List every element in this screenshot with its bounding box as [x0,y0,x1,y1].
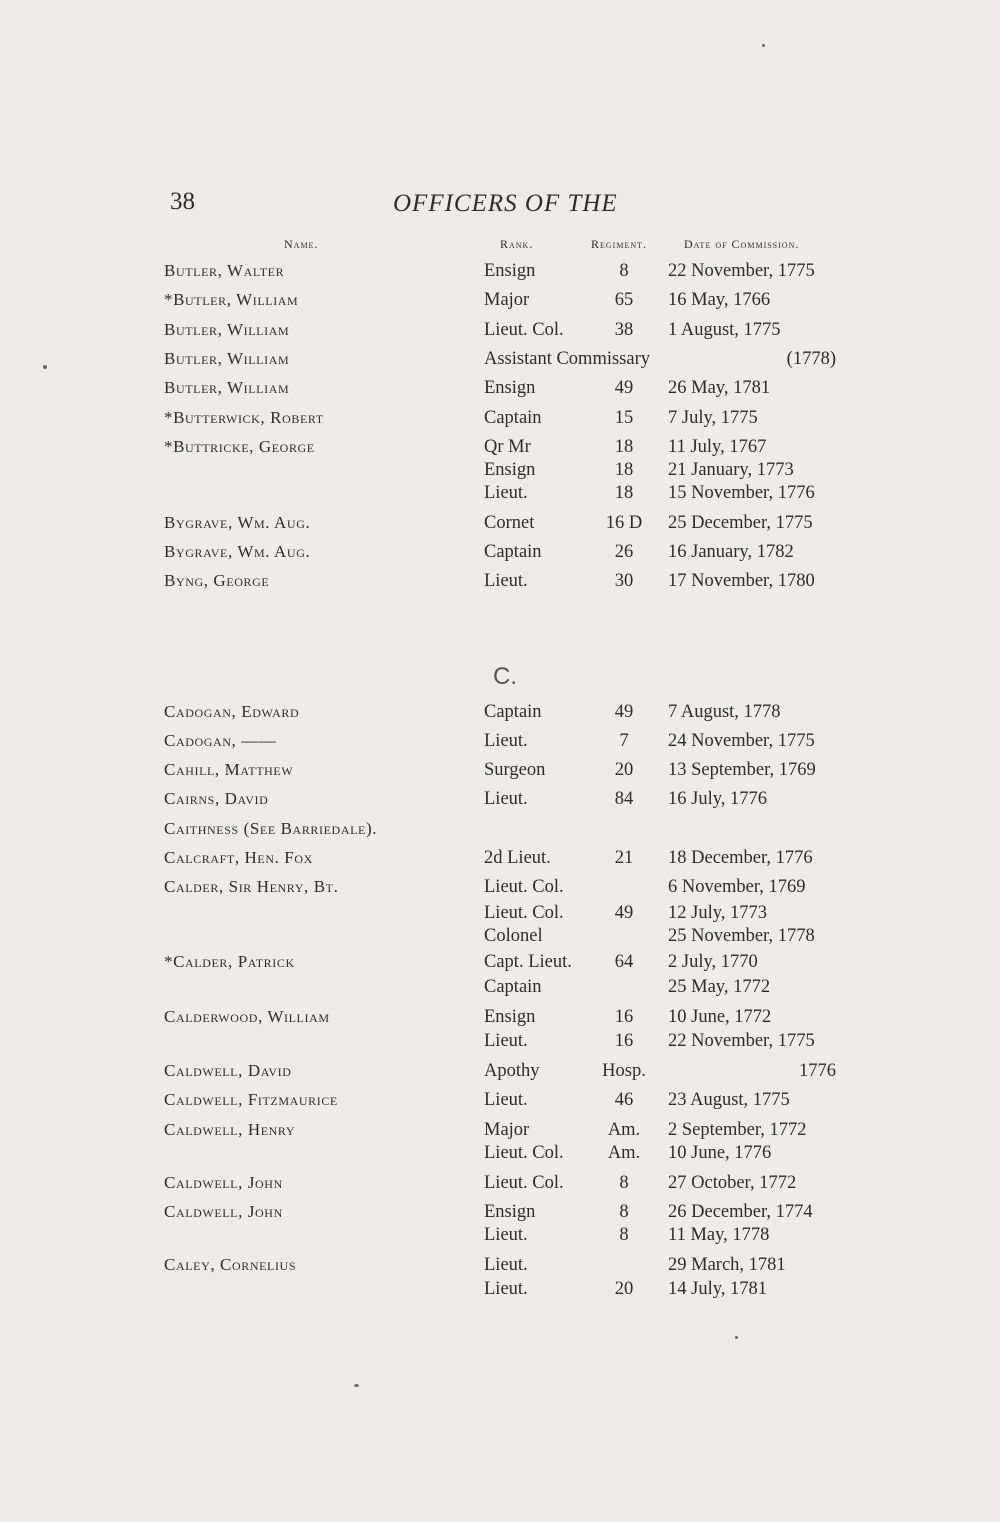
officer-row [0,539,1000,565]
officer-rank: Lieut. [484,1031,528,1051]
commission-date: 14 July, 1781 [668,1279,768,1299]
officer-rank: Lieut. [484,731,528,751]
commission-date: 18 December, 1776 [668,848,813,868]
officer-regiment: 8 [619,1225,629,1245]
officer-rank: Ensign [484,378,536,398]
officer-regiment: 15 [614,408,634,428]
officer-rank: Surgeon [484,760,546,780]
officer-regiment: Am. [607,1143,641,1163]
officer-row [0,1170,1000,1196]
officer-name: *Butler, William [164,290,299,309]
officer-name: Caldwell, Henry [164,1120,296,1139]
officer-row [0,568,1000,594]
commission-date: 6 November, 1769 [668,877,806,897]
officer-regiment: Hosp. [602,1061,646,1081]
commission-date: 2 July, 1770 [668,952,758,972]
officer-rank: Ensign [484,261,536,281]
commission-date: 12 July, 1773 [668,903,768,923]
officer-rank: Captain [484,542,542,562]
officer-regiment: 16 [614,1007,634,1027]
officer-rank: Lieut. Col. [484,1143,564,1163]
officer-rank: Colonel [484,926,543,946]
commission-date: 25 May, 1772 [668,977,771,997]
commission-date: 25 December, 1775 [668,513,813,533]
column-header-date: Date of Commission. [684,237,800,251]
paper-speck [735,1336,738,1339]
commission-date: 22 November, 1775 [668,261,815,281]
officer-regiment: 16 D [605,513,643,533]
officer-row [0,510,1000,536]
officer-row [0,1222,1000,1248]
officer-regiment: 26 [614,542,634,562]
officer-rank: Ensign [484,1007,536,1027]
officer-regiment: 64 [614,952,634,972]
officer-row [0,757,1000,783]
officer-row [0,1252,1000,1278]
officer-rank: Lieut. Col. [484,1173,564,1193]
officer-name: Butler, Walter [164,261,285,280]
officer-regiment: 18 [614,437,634,457]
officer-name: Cadogan, —— [164,731,277,750]
officer-rank: Lieut. Col. [484,320,564,340]
officer-regiment: 8 [619,261,629,281]
commission-date: 16 July, 1776 [668,789,768,809]
commission-date: 22 November, 1775 [668,1031,815,1051]
officer-rank: Cornet [484,513,535,533]
officer-regiment: 49 [614,702,634,722]
officer-rank: Lieut. [484,1225,528,1245]
commission-date: 26 May, 1781 [668,378,771,398]
officer-regiment: 84 [614,789,634,809]
officer-name: Bygrave, Wm. Aug. [164,542,311,561]
officer-name: *Buttricke, George [164,437,315,456]
officer-name: Cadogan, Edward [164,702,300,721]
officer-regiment: 49 [614,903,634,923]
officer-regiment: 18 [614,483,634,503]
officer-name: Caithness (See Barriedale). [164,819,378,838]
officer-rank: Ensign [484,460,536,480]
commission-date: 21 January, 1773 [668,460,794,480]
officer-regiment: 8 [619,1173,629,1193]
column-header-name: Name. [284,237,319,251]
officer-row [0,974,1000,1000]
officer-row [0,874,1000,900]
officer-name: *Butterwick, Robert [164,408,324,427]
officer-name: Calderwood, William [164,1007,330,1026]
officer-regiment: 30 [614,571,634,591]
officer-row [0,1276,1000,1302]
officer-name: Cahill, Matthew [164,760,294,779]
officer-row [0,405,1000,431]
officer-row [0,480,1000,506]
officer-row [0,1087,1000,1113]
running-head: OFFICERS OF THE [393,190,618,217]
officer-name: Cairns, David [164,789,269,808]
commission-date: 16 May, 1766 [668,290,771,310]
officer-row [0,786,1000,812]
officer-regiment: Am. [607,1120,641,1140]
officer-regiment: 18 [614,460,634,480]
officer-rank: Apothy [484,1061,540,1081]
officer-row [0,728,1000,754]
commission-date: 16 January, 1782 [668,542,794,562]
officer-rank: Assistant Commissary [484,349,650,369]
commission-date: 7 August, 1778 [668,702,781,722]
officer-regiment: 20 [614,760,634,780]
officer-row [0,1058,1000,1084]
page-number: 38 [170,188,195,215]
officer-rank: Ensign [484,1202,536,1222]
commission-date: 17 November, 1780 [668,571,815,591]
commission-date: 7 July, 1775 [668,408,758,428]
officer-rank: Major [484,290,530,310]
commission-date: 1776 [799,1061,836,1081]
officer-row [0,1028,1000,1054]
officer-name: Butler, William [164,378,290,397]
column-header-regiment: Regiment. [591,237,647,251]
commission-date: 2 September, 1772 [668,1120,807,1140]
officer-name: Calder, Sir Henry, Bt. [164,877,339,896]
officer-rank: Qr Mr [484,437,531,457]
officer-rank: Lieut. [484,483,528,503]
paper-speck [43,365,47,369]
commission-date: 11 May, 1778 [668,1225,770,1245]
officer-rank: Capt. Lieut. [484,952,572,972]
officer-regiment: 21 [614,848,634,868]
officer-regiment: 16 [614,1031,634,1051]
commission-date: (1778) [786,349,836,369]
officer-rank: Lieut. [484,789,528,809]
officer-row [0,949,1000,975]
paper-speck [762,44,765,47]
officer-regiment: 46 [614,1090,634,1110]
officer-rank: Captain [484,408,542,428]
officer-rank: Captain [484,702,542,722]
officer-regiment: 38 [614,320,634,340]
officer-regiment: 8 [619,1202,629,1222]
officer-row [0,346,1000,372]
officer-name: Butler, William [164,349,290,368]
column-header-rank: Rank. [500,237,534,251]
officer-row [0,1004,1000,1030]
officer-name: Caley, Cornelius [164,1255,297,1274]
commission-date: 29 March, 1781 [668,1255,786,1275]
officer-regiment: 20 [614,1279,634,1299]
officer-rank: Lieut. Col. [484,877,564,897]
officer-row [0,699,1000,725]
officer-name: Caldwell, Fitzmaurice [164,1090,338,1109]
officer-row [0,1140,1000,1166]
commission-date: 15 November, 1776 [668,483,815,503]
officer-rank: Lieut. [484,1279,528,1299]
officer-rank: Lieut. [484,571,528,591]
officer-name: Caldwell, John [164,1202,283,1221]
officer-row [0,816,1000,842]
commission-date: 23 August, 1775 [668,1090,790,1110]
officer-regiment: 49 [614,378,634,398]
officer-rank: Lieut. Col. [484,903,564,923]
officer-row [0,375,1000,401]
section-letter: C. [493,663,517,690]
officer-name: Calcraft, Hen. Fox [164,848,313,867]
officer-rank: Captain [484,977,542,997]
officer-name: Butler, William [164,320,290,339]
officer-rank: Lieut. [484,1255,528,1275]
officer-name: Caldwell, David [164,1061,292,1080]
commission-date: 26 December, 1774 [668,1202,813,1222]
officer-name: Bygrave, Wm. Aug. [164,513,311,532]
officer-row [0,923,1000,949]
commission-date: 24 November, 1775 [668,731,815,751]
commission-date: 11 July, 1767 [668,437,767,457]
officer-name: Byng, George [164,571,270,590]
officer-row [0,258,1000,284]
officer-row [0,287,1000,313]
officer-rank: Major [484,1120,530,1140]
officer-regiment: 65 [614,290,634,310]
paper-speck [354,1384,359,1387]
officer-regiment: 7 [619,731,629,751]
officer-rank: 2d Lieut. [484,848,551,868]
officer-row [0,845,1000,871]
commission-date: 25 November, 1778 [668,926,815,946]
officer-name: *Calder, Patrick [164,952,295,971]
commission-date: 13 September, 1769 [668,760,816,780]
officer-rank: Lieut. [484,1090,528,1110]
commission-date: 10 June, 1776 [668,1143,772,1163]
commission-date: 27 October, 1772 [668,1173,797,1193]
commission-date: 10 June, 1772 [668,1007,772,1027]
commission-date: 1 August, 1775 [668,320,781,340]
officer-row [0,317,1000,343]
officer-name: Caldwell, John [164,1173,283,1192]
